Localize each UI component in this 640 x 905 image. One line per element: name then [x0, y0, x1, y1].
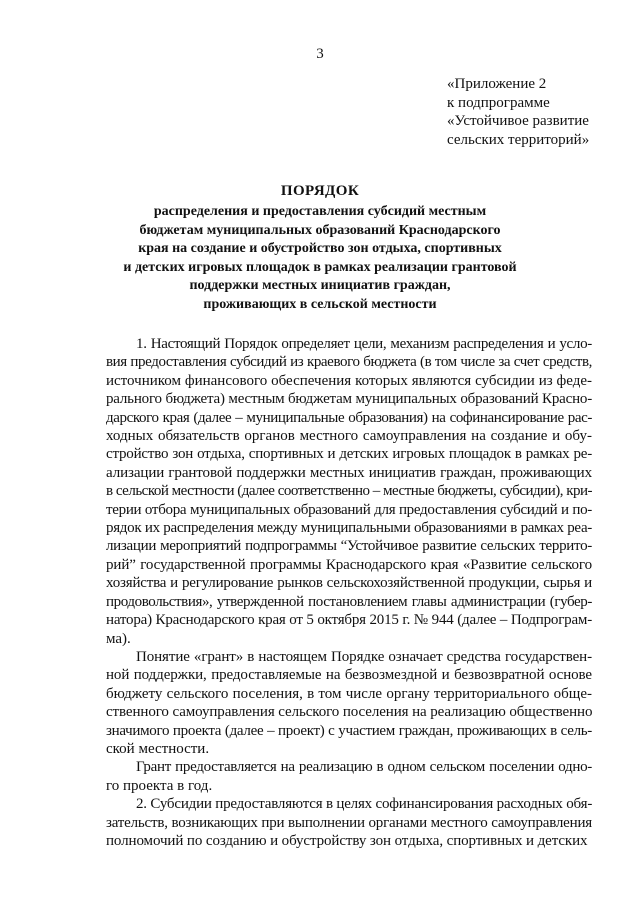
text-line: полномочий по созданию и обустройству зон отдыха, спортивных и детских — [106, 832, 588, 849]
text-line: Понятие «грант» в настоящем Порядке означает средства государствен- — [136, 648, 592, 665]
text-line: ственного самоуправления сельского поселения на реализацию общественно — [106, 704, 593, 721]
subtitle-line: распределения и предоставления субсидий местным — [153, 204, 487, 219]
text-line: 1. Настоящий Порядок определяет цели, механизм распределения и усло- — [136, 336, 592, 352]
text-line: ма). — [106, 630, 131, 647]
subtitle-line: и детских игровых площадок в рамках реализации грантовой — [123, 259, 517, 275]
text-line: терии отбора муниципальных образований для предоставления субсидий и по- — [106, 501, 592, 518]
document-body — [106, 335, 592, 850]
appendix-line: «Приложение 2 — [447, 76, 547, 92]
text-line: ализации грантовой поддержки местных инициатив граждан, проживающих — [106, 464, 592, 481]
subtitle-line: поддержки местных инициатив граждан, — [189, 278, 451, 293]
appendix-line: сельских территорий» — [447, 131, 590, 148]
text-line: вия предоставления субсидий из краевого бюджета (в том числе за счет средств, — [106, 354, 592, 371]
text-line: зательств, возникающих при выполнении органами местного самоуправления — [106, 814, 592, 831]
text-line: продовольствия», утвержденной постановлением главы администрации (губер- — [106, 593, 592, 610]
text-line: ской местности. — [106, 740, 210, 757]
appendix-line: «Устойчивое развитие — [447, 113, 589, 129]
text-line: натора) Краснодарского края от 5 октября 2015 г. № 944 (далее – Подпрограм- — [106, 612, 592, 629]
text-line: бюджету сельского поселения, в том числе органу территориального обще- — [106, 685, 592, 702]
paragraph — [106, 648, 592, 758]
text-line: рального бюджета) местным бюджетам муниципальных образований Красно- — [106, 391, 592, 408]
subtitle-line: края на создание и обустройство зон отдыха, спортивных — [138, 241, 502, 256]
text-line: 2. Субсидии предоставляются в целях софинансирования расходных обя- — [136, 796, 593, 813]
text-line: го проекта в год. — [106, 777, 213, 794]
paragraph — [106, 795, 592, 850]
paragraph — [106, 758, 592, 795]
subtitle-line: бюджетам муниципальных образований Краснодарского — [139, 222, 501, 238]
text-line: ходных обязательств органов местного самоуправления на создание и обу- — [106, 428, 592, 445]
text-line: ной поддержки, предоставляемые на безвозмездной и безвозвратной основе — [106, 667, 592, 684]
page-number: 3 — [316, 46, 324, 62]
appendix-line: к подпрограмме — [447, 94, 550, 111]
subtitle-line: проживающих в сельской местности — [203, 296, 437, 312]
text-line: в сельской местности (далее соответственно – местные бюджеты, субсидии), кри- — [106, 483, 593, 500]
text-line: рий” государственной программы Краснодарского края «Развитие сельского — [106, 556, 592, 573]
text-line: дарского края (далее – муниципальные образования) на софинансирование рас- — [106, 409, 592, 426]
text-line: лизации мероприятий подпрограммы “Устойчивое развитие сельских террито- — [106, 538, 592, 555]
text-line: значимого проекта (далее – проект) с участием граждан, проживающих в сель- — [106, 722, 592, 739]
text-line: рядок их распределения между муниципальными образованиями в рамках реа- — [106, 520, 592, 537]
text-line: источником финансового обеспечения которых являются субсидии из феде- — [106, 372, 592, 389]
paragraph — [106, 335, 592, 648]
text-line: Грант предоставляется на реализацию в одном сельском поселении одно- — [136, 759, 592, 776]
text-line: хозяйства и регулирование рынков сельскохозяйственной продукции, сырья и — [106, 575, 592, 592]
appendix-note — [447, 75, 627, 149]
document-subtitle — [0, 203, 640, 314]
text-line: стройство зон отдыха, спортивных и детских игровых площадок в рамках ре- — [106, 446, 592, 463]
document-title: ПОРЯДОК — [280, 183, 360, 199]
